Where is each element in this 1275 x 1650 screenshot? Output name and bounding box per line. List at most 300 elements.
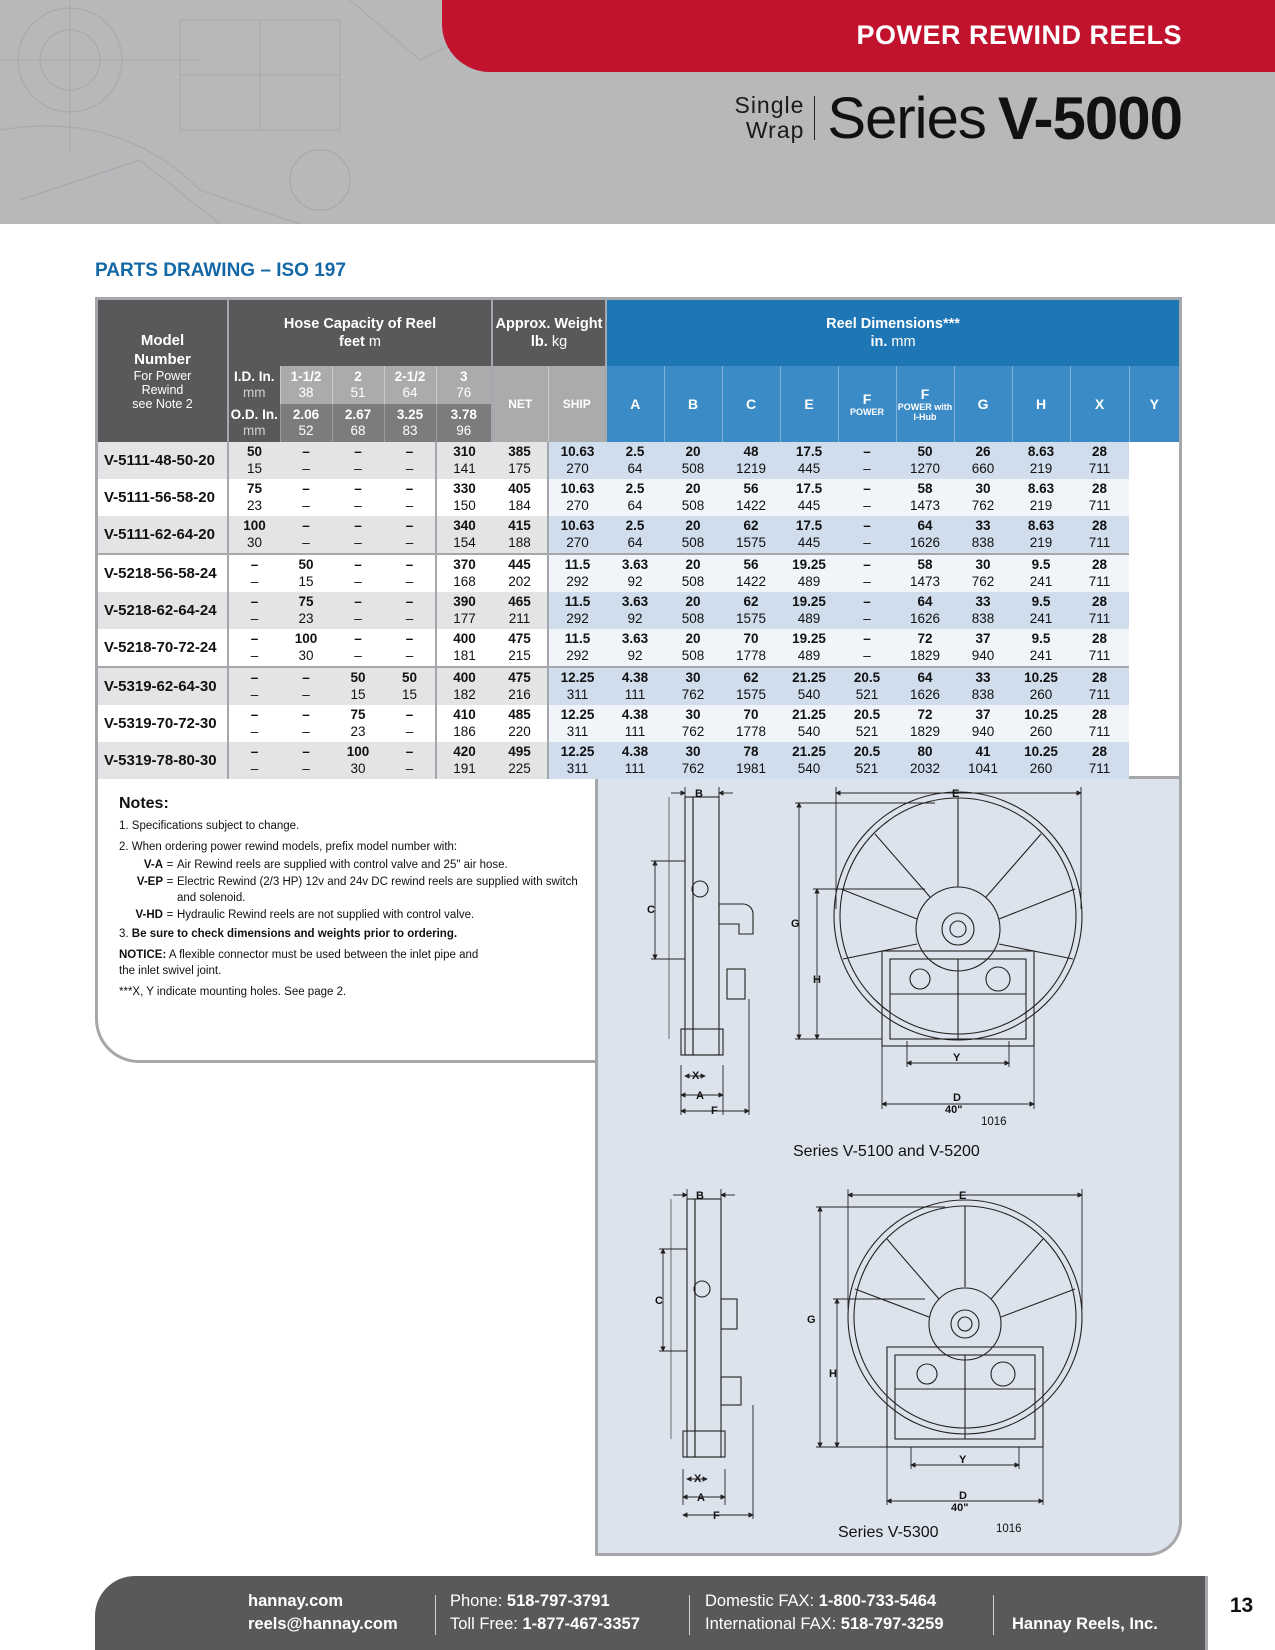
- model-header-l1: Model: [140, 332, 185, 349]
- table-cell: [606, 742, 664, 779]
- value-imperial: –: [354, 444, 362, 459]
- table-cell: [492, 667, 548, 705]
- footer-phone-block: [450, 1590, 640, 1636]
- table-cell: [838, 667, 896, 705]
- value-metric: 311: [566, 724, 589, 739]
- value-imperial: 20: [685, 518, 701, 533]
- table-cell: [280, 667, 332, 705]
- table-cell: [606, 479, 664, 516]
- table-cell: [228, 629, 280, 667]
- value-imperial: 9.5: [1031, 631, 1051, 646]
- value-imperial: 48: [743, 444, 759, 459]
- value-metric: 220: [508, 724, 531, 739]
- header-band: [0, 0, 1275, 224]
- table-cell: [838, 629, 896, 667]
- value-imperial: 2.5: [625, 444, 645, 459]
- value-imperial: 72: [917, 707, 933, 722]
- notice-label: NOTICE:: [119, 949, 167, 961]
- value-metric: 30: [298, 648, 314, 663]
- value-imperial: 30: [685, 670, 701, 685]
- model-number-cell: V-5218-70-72-24: [98, 629, 228, 667]
- hose-size-od-mm: 52: [298, 423, 314, 438]
- ifax-label: International FAX:: [705, 1615, 837, 1633]
- dim-col-label: Y: [1149, 396, 1159, 412]
- value-metric: –: [354, 535, 362, 550]
- value-imperial: 100: [294, 631, 318, 646]
- note-4: ***X, Y indicate mounting holes. See page 2.: [119, 986, 347, 998]
- value-imperial: 30: [975, 481, 991, 496]
- value-metric: 489: [797, 574, 821, 589]
- table-cell: [548, 479, 606, 516]
- value-imperial: –: [405, 444, 414, 459]
- table-cell: [1012, 592, 1070, 629]
- table-cell: [838, 742, 896, 779]
- value-imperial: 41: [975, 744, 991, 759]
- table-cell: [1012, 705, 1070, 742]
- table-cell: [332, 516, 384, 554]
- value-imperial: 75: [350, 707, 366, 722]
- table-cell: [492, 442, 548, 479]
- note-3-prefix: 3.: [119, 928, 129, 940]
- weight-title: Approx. Weight: [495, 316, 603, 332]
- value-imperial: 9.5: [1031, 594, 1051, 609]
- value-imperial: 28: [1092, 631, 1108, 646]
- value-imperial: –: [405, 481, 414, 496]
- table-cell: [548, 705, 606, 742]
- table-cell: [1012, 442, 1070, 479]
- value-imperial: 70: [743, 631, 759, 646]
- value-metric: –: [354, 611, 362, 626]
- model-number-cell: V-5111-62-64-20: [98, 516, 228, 554]
- table-cell: [838, 554, 896, 592]
- note-va-key: V-A: [143, 859, 163, 871]
- value-metric: –: [405, 724, 414, 739]
- table-cell: [954, 554, 1012, 592]
- table-cell: [664, 479, 722, 516]
- value-metric: 838: [971, 687, 995, 702]
- footer-fax-block: [705, 1590, 944, 1636]
- value-metric: –: [354, 461, 362, 476]
- value-metric: –: [405, 761, 414, 776]
- dim-col-sub: POWER with I-Hub: [897, 402, 953, 422]
- spec-table: [98, 300, 1179, 779]
- model-number-cell: V-5319-78-80-30: [98, 742, 228, 779]
- table-cell: [384, 554, 436, 592]
- table-cell: [780, 592, 838, 629]
- value-metric: –: [354, 648, 362, 663]
- dim-a-1: A: [696, 1090, 704, 1102]
- dim-col-f: [838, 366, 896, 442]
- table-row: [98, 705, 1179, 742]
- value-metric: 168: [453, 574, 476, 589]
- hose-size-od-in: 3.25: [396, 407, 424, 422]
- table-cell: [606, 629, 664, 667]
- table-cell: [548, 592, 606, 629]
- hose-size-od-mm: 68: [350, 423, 366, 438]
- table-cell: [606, 442, 664, 479]
- table-cell: [606, 516, 664, 554]
- value-imperial: 390: [453, 594, 476, 609]
- value-metric: 508: [681, 461, 705, 476]
- value-metric: 508: [681, 574, 705, 589]
- table-cell: [280, 554, 332, 592]
- weight-unit-b: lb.: [530, 334, 548, 350]
- value-metric: 260: [1029, 687, 1053, 702]
- value-imperial: 12.25: [560, 707, 595, 722]
- value-imperial: –: [354, 631, 362, 646]
- value-metric: 182: [453, 687, 476, 702]
- footer-website-link[interactable]: hannay.com: [248, 1592, 344, 1610]
- dim-d-inch-2: 40": [951, 1502, 969, 1514]
- value-imperial: 37: [975, 707, 991, 722]
- table-cell: [492, 516, 548, 554]
- table-cell: [896, 629, 954, 667]
- table-cell: [280, 742, 332, 779]
- value-metric: 15: [298, 574, 314, 589]
- table-cell: [954, 479, 1012, 516]
- model-header-note2: Rewind: [141, 383, 184, 397]
- value-metric: 711: [1088, 574, 1111, 589]
- value-imperial: –: [354, 481, 362, 496]
- weight-header: [492, 300, 606, 366]
- value-metric: 64: [627, 461, 643, 476]
- dims-unit: mm: [891, 334, 916, 350]
- id-label-cell: [228, 366, 280, 404]
- table-cell: [896, 705, 954, 742]
- hose-size-od-mm: 96: [456, 423, 472, 438]
- hose-size-id-0: [280, 366, 332, 404]
- value-metric: 23: [350, 724, 366, 739]
- notice: [119, 947, 489, 979]
- value-imperial: 3.63: [621, 594, 649, 609]
- table-cell: [838, 479, 896, 516]
- table-cell: [1070, 705, 1129, 742]
- value-imperial: 4.38: [621, 670, 649, 685]
- hose-size-id-mm: 76: [456, 385, 472, 400]
- value-metric: 489: [797, 611, 821, 626]
- table-cell: [954, 742, 1012, 779]
- od-label-cell: [228, 404, 280, 442]
- table-cell: [780, 479, 838, 516]
- value-metric: 23: [246, 498, 263, 513]
- dim-col-label: G: [977, 396, 989, 412]
- dims-title: Reel Dimensions***: [826, 316, 960, 332]
- table-cell: [1070, 592, 1129, 629]
- hose-size-od-in: 2.06: [292, 407, 320, 422]
- value-metric: 521: [855, 724, 879, 739]
- value-metric: 260: [1029, 761, 1053, 776]
- value-metric: 521: [855, 761, 879, 776]
- value-metric: 711: [1088, 687, 1111, 702]
- value-imperial: –: [405, 744, 414, 759]
- value-imperial: 56: [743, 481, 759, 496]
- model-header-note3: see Note 2: [132, 397, 193, 411]
- value-imperial: –: [250, 594, 259, 609]
- hose-size-od-in: 2.67: [344, 407, 372, 422]
- value-metric: 1829: [909, 724, 941, 739]
- table-cell: [954, 667, 1012, 705]
- value-metric: 762: [681, 724, 705, 739]
- value-imperial: 10.25: [1024, 670, 1058, 685]
- value-metric: 202: [508, 574, 531, 589]
- value-imperial: 11.5: [564, 631, 591, 646]
- table-row: [98, 554, 1179, 592]
- value-metric: 838: [971, 535, 995, 550]
- table-cell: [280, 705, 332, 742]
- value-metric: 445: [797, 498, 821, 513]
- value-imperial: 72: [917, 631, 933, 646]
- model-number-cell: V-5319-62-64-30: [98, 667, 228, 705]
- value-imperial: 445: [508, 557, 531, 572]
- value-imperial: 20.5: [853, 707, 881, 722]
- dim-g-1: G: [791, 918, 800, 930]
- hose-capacity-title: Hose Capacity of Reel: [283, 316, 437, 332]
- table-cell: [722, 479, 780, 516]
- value-metric: 270: [566, 461, 589, 476]
- table-cell: [664, 592, 722, 629]
- table-cell: [896, 742, 954, 779]
- table-cell: [228, 479, 280, 516]
- value-metric: 292: [566, 574, 589, 589]
- dim-x-1: X: [692, 1070, 700, 1082]
- value-metric: –: [302, 498, 310, 513]
- drawing-caption-1: Series V-5100 and V-5200: [793, 1143, 980, 1160]
- value-imperial: 4.38: [621, 707, 649, 722]
- value-metric: 211: [508, 611, 531, 626]
- value-metric: 92: [627, 648, 643, 663]
- footer-divider: [689, 1595, 690, 1635]
- value-imperial: 10.25: [1024, 707, 1058, 722]
- dim-col-label: B: [687, 396, 699, 412]
- table-cell: [492, 479, 548, 516]
- value-metric: –: [302, 535, 310, 550]
- wrap-type: [734, 93, 814, 143]
- value-imperial: 17.5: [795, 481, 823, 496]
- value-metric: 154: [453, 535, 476, 550]
- value-imperial: 70: [743, 707, 759, 722]
- phone-number: 518-797-3791: [506, 1592, 610, 1610]
- value-imperial: 21.25: [792, 744, 826, 759]
- dim-col-f-ihub: [896, 366, 954, 442]
- value-imperial: 4.38: [621, 744, 649, 759]
- value-metric: 111: [624, 687, 646, 702]
- hose-capacity-unit-b: feet: [339, 334, 365, 350]
- footer-divider: [993, 1595, 994, 1635]
- value-imperial: 26: [975, 444, 991, 459]
- value-imperial: 10.63: [560, 481, 595, 496]
- table-cell: [228, 705, 280, 742]
- value-metric: 711: [1088, 761, 1111, 776]
- value-imperial: 8.63: [1027, 481, 1055, 496]
- table-cell: [280, 516, 332, 554]
- value-imperial: 58: [917, 481, 933, 496]
- dim-col-label: C: [745, 396, 757, 412]
- hose-capacity-header: [228, 300, 492, 366]
- table-cell: [1012, 742, 1070, 779]
- table-cell: [384, 742, 436, 779]
- table-cell: [1012, 479, 1070, 516]
- value-metric: –: [354, 498, 362, 513]
- value-imperial: 50: [917, 444, 933, 459]
- table-row: [98, 442, 1179, 479]
- table-cell: [384, 592, 436, 629]
- table-cell: [722, 629, 780, 667]
- value-metric: –: [863, 535, 871, 550]
- table-cell: [896, 554, 954, 592]
- value-metric: 64: [627, 535, 643, 550]
- table-cell: [896, 442, 954, 479]
- value-imperial: 340: [453, 518, 476, 533]
- value-imperial: 28: [1092, 670, 1108, 685]
- value-imperial: 3.63: [621, 557, 649, 572]
- table-cell: [664, 554, 722, 592]
- table-cell: [436, 516, 492, 554]
- series-title-block: [734, 86, 1182, 150]
- table-cell: [1070, 442, 1129, 479]
- model-header-l2: Number: [134, 351, 191, 368]
- table-cell: [780, 554, 838, 592]
- table-cell: [332, 667, 384, 705]
- table-cell: [664, 442, 722, 479]
- table-cell: [606, 705, 664, 742]
- value-metric: 175: [508, 461, 531, 476]
- table-cell: [228, 442, 280, 479]
- hose-size-id-mm: 38: [298, 385, 314, 400]
- value-imperial: 28: [1092, 707, 1108, 722]
- table-cell: [838, 516, 896, 554]
- value-metric: 711: [1088, 535, 1111, 550]
- table-cell: [1070, 554, 1129, 592]
- dim-col-h: [1012, 366, 1070, 442]
- note-vep: V-EP = Electric Rewind (2/3 HP) 12v and 24v DC rewind reels are supplied with switch and solenoid.: [119, 874, 589, 906]
- table-cell: [664, 516, 722, 554]
- dim-col-c: [722, 366, 780, 442]
- table-cell: [436, 742, 492, 779]
- value-metric: 711: [1088, 724, 1111, 739]
- value-metric: 1219: [735, 461, 767, 476]
- value-imperial: 20: [685, 594, 701, 609]
- table-cell: [548, 629, 606, 667]
- value-metric: 1981: [735, 761, 767, 776]
- value-metric: 186: [453, 724, 476, 739]
- value-imperial: 30: [975, 557, 991, 572]
- value-metric: –: [863, 498, 871, 513]
- value-imperial: 28: [1092, 744, 1108, 759]
- dim-col-label: F: [862, 391, 872, 407]
- side-view-1: [669, 797, 753, 1055]
- value-imperial: 28: [1092, 594, 1108, 609]
- value-metric: 762: [971, 498, 995, 513]
- value-imperial: –: [250, 744, 259, 759]
- value-imperial: –: [405, 594, 414, 609]
- table-cell: [1070, 629, 1129, 667]
- value-metric: 1778: [735, 648, 767, 663]
- value-metric: 111: [624, 761, 646, 776]
- value-metric: 711: [1088, 611, 1111, 626]
- value-metric: 191: [453, 761, 476, 776]
- dim-d-inch-1: 40": [945, 1104, 963, 1116]
- table-cell: [436, 554, 492, 592]
- value-metric: 15: [246, 461, 263, 476]
- value-metric: 64: [627, 498, 643, 513]
- table-cell: [780, 442, 838, 479]
- value-imperial: 62: [743, 594, 759, 609]
- value-imperial: 64: [917, 594, 933, 609]
- id-mm-label: mm: [243, 385, 266, 400]
- dim-col-label: F: [920, 386, 930, 402]
- table-cell: [548, 742, 606, 779]
- table-cell: [228, 742, 280, 779]
- table-cell: [1070, 742, 1129, 779]
- value-metric: 270: [566, 498, 589, 513]
- value-metric: 219: [1029, 535, 1053, 550]
- dim-c-2: C: [655, 1295, 663, 1307]
- value-metric: 762: [681, 687, 705, 702]
- value-imperial: –: [250, 631, 259, 646]
- value-metric: –: [405, 648, 414, 663]
- dim-g-2: G: [807, 1314, 816, 1326]
- value-metric: –: [863, 574, 871, 589]
- value-metric: 177: [453, 611, 476, 626]
- phone-label: Phone:: [450, 1592, 503, 1610]
- table-cell: [332, 442, 384, 479]
- table-cell: [436, 479, 492, 516]
- header-blueprint-decoration: [0, 0, 460, 224]
- value-imperial: 50: [350, 670, 366, 685]
- value-metric: 762: [681, 761, 705, 776]
- value-metric: 711: [1088, 498, 1111, 513]
- value-metric: 660: [971, 461, 995, 476]
- footer-email-link[interactable]: reels@hannay.com: [248, 1615, 398, 1633]
- value-imperial: 11.5: [564, 594, 591, 609]
- table-row: [98, 516, 1179, 554]
- value-metric: 521: [855, 687, 879, 702]
- drawing-caption-2: Series V-5300: [838, 1524, 939, 1541]
- table-cell: [548, 554, 606, 592]
- dim-lines-2: [659, 1189, 753, 1519]
- table-cell: [280, 629, 332, 667]
- dim-h-2: H: [829, 1368, 837, 1380]
- value-metric: 711: [1088, 461, 1111, 476]
- value-imperial: –: [863, 631, 871, 646]
- dim-y-2: Y: [959, 1454, 967, 1466]
- value-metric: 1626: [909, 611, 941, 626]
- dim-col-y: [1129, 366, 1179, 442]
- note-va: V-A = Air Rewind reels are supplied with control valve and 25" air hose.: [119, 857, 589, 873]
- value-imperial: –: [302, 744, 310, 759]
- value-metric: 540: [797, 687, 821, 702]
- value-imperial: 62: [743, 518, 759, 533]
- table-cell: [954, 516, 1012, 554]
- table-cell: [228, 516, 280, 554]
- value-metric: 1829: [909, 648, 941, 663]
- spec-table-frame: [95, 297, 1182, 779]
- value-imperial: 19.25: [792, 594, 826, 609]
- value-metric: 215: [508, 648, 531, 663]
- value-metric: 1575: [735, 687, 767, 702]
- weight-col-ship: SHIP: [548, 366, 606, 442]
- dim-col-label: A: [630, 396, 641, 412]
- value-metric: 711: [1088, 648, 1111, 663]
- note-vhd-key: V-HD: [135, 909, 163, 921]
- table-cell: [384, 705, 436, 742]
- value-imperial: 56: [743, 557, 759, 572]
- value-imperial: 8.63: [1027, 444, 1055, 459]
- value-imperial: –: [863, 594, 871, 609]
- dim-f-2: F: [713, 1510, 720, 1522]
- table-cell: [664, 629, 722, 667]
- dim-d-mm-1: 1016: [981, 1116, 1007, 1128]
